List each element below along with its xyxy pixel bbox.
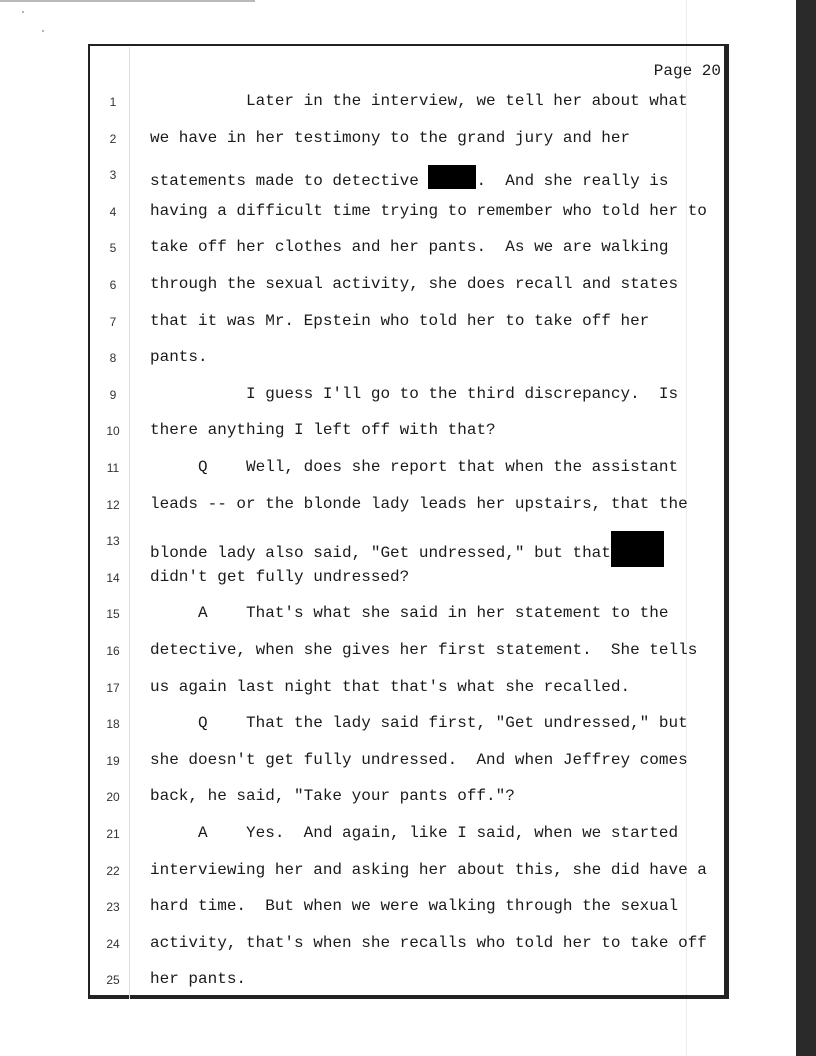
line-number: 18 bbox=[106, 717, 120, 732]
line-number: 20 bbox=[106, 790, 120, 805]
transcript-line bbox=[150, 238, 668, 256]
line-number: 13 bbox=[106, 534, 120, 549]
line-number: 24 bbox=[106, 936, 120, 951]
line-text-segment: us again last night that that's what she recalled. bbox=[150, 677, 631, 696]
line-text-segment: hard time. But when we were walking through the sexual bbox=[150, 897, 679, 916]
line-text-segment: Q That the lady said first, "Get undressed," but bbox=[150, 714, 688, 733]
line-text-segment: interviewing her and asking her about this, she did have a bbox=[150, 860, 707, 879]
transcript-line bbox=[150, 531, 664, 567]
line-number: 5 bbox=[109, 241, 117, 256]
transcript-line bbox=[150, 92, 688, 110]
line-text-segment: Later in the interview, we tell her about what bbox=[150, 92, 688, 110]
line-number: 19 bbox=[106, 753, 120, 768]
transcript-line bbox=[150, 751, 688, 769]
line-text-segment: . And she really is bbox=[476, 172, 669, 191]
line-text-segment: take off her clothes and her pants. As we are walking bbox=[150, 238, 669, 257]
transcript-line bbox=[150, 970, 246, 988]
line-text-segment: didn't get fully undressed? bbox=[150, 567, 410, 586]
line-text-segment: activity, that's when she recalls who told her to take off bbox=[150, 933, 707, 952]
margin-rule bbox=[129, 47, 130, 999]
transcript-line bbox=[150, 348, 208, 366]
transcript-line bbox=[150, 678, 630, 696]
scan-border-bar bbox=[796, 0, 816, 1056]
line-text-segment: she doesn't get fully undressed. And when Jeffrey comes bbox=[150, 750, 688, 769]
line-text-segment: I guess I'll go to the third discrepancy. Is bbox=[150, 384, 679, 403]
line-number: 15 bbox=[106, 607, 120, 622]
transcript-line bbox=[150, 129, 630, 147]
line-number: 23 bbox=[106, 900, 120, 915]
line-number: 9 bbox=[109, 387, 117, 402]
transcript-line bbox=[150, 934, 707, 952]
transcript-line bbox=[150, 568, 409, 586]
transcript-line bbox=[150, 458, 678, 476]
transcript-line bbox=[150, 714, 688, 732]
transcript-line bbox=[150, 312, 649, 330]
line-number: 6 bbox=[109, 278, 117, 292]
transcript-line bbox=[150, 861, 707, 879]
line-number: 3 bbox=[109, 168, 117, 183]
line-text-segment: pants. bbox=[150, 348, 208, 367]
line-text-segment: back, he said, "Take your pants off."? bbox=[150, 787, 515, 806]
line-number: 7 bbox=[109, 314, 117, 329]
transcript-line bbox=[150, 202, 707, 220]
transcript-line bbox=[150, 385, 678, 403]
line-text-segment: A That's what she said in her statement to the bbox=[150, 604, 669, 623]
transcript-line bbox=[150, 165, 668, 190]
line-number: 22 bbox=[106, 863, 120, 878]
line-number: 12 bbox=[106, 497, 120, 512]
line-number: 21 bbox=[106, 827, 120, 841]
line-text-segment: having a difficult time trying to remember who told her to bbox=[150, 201, 707, 220]
line-text-segment: statements made to detective bbox=[150, 172, 429, 191]
line-text-segment: Q Well, does she report that when the assistant bbox=[150, 458, 679, 476]
line-number: 11 bbox=[106, 461, 120, 475]
line-number: 25 bbox=[106, 973, 120, 988]
transcript-line bbox=[150, 824, 678, 842]
line-text-segment: A Yes. And again, like I said, when we started bbox=[150, 824, 679, 842]
line-number: 2 bbox=[109, 131, 117, 146]
scan-speck bbox=[22, 11, 24, 13]
transcript-line bbox=[150, 604, 668, 622]
line-number: 4 bbox=[109, 204, 117, 219]
line-text-segment: leads -- or the blonde lady leads her upstairs, that the bbox=[150, 494, 688, 513]
transcript-line bbox=[150, 495, 688, 513]
line-text-segment: detective, when she gives her first statement. She tells bbox=[150, 641, 698, 659]
line-number: 8 bbox=[109, 351, 117, 366]
line-number: 14 bbox=[106, 570, 120, 585]
line-text-segment: we have in her testimony to the grand jury and her bbox=[150, 128, 631, 147]
redaction-block bbox=[611, 531, 664, 567]
transcript-line bbox=[150, 275, 678, 293]
line-text-segment: blonde lady also said, "Get undressed," but that bbox=[150, 544, 611, 563]
redaction-block bbox=[428, 165, 476, 189]
transcript-line bbox=[150, 897, 678, 915]
line-number: 1 bbox=[109, 95, 117, 109]
line-number: 16 bbox=[106, 644, 120, 658]
line-text-segment: through the sexual activity, she does recall and states bbox=[150, 275, 679, 293]
scan-edge-line bbox=[0, 0, 255, 2]
line-text-segment: that it was Mr. Epstein who told her to take off her bbox=[150, 311, 650, 330]
transcript-line bbox=[150, 421, 496, 439]
line-number: 17 bbox=[106, 680, 120, 695]
line-text-segment: there anything I left off with that? bbox=[150, 421, 496, 440]
page-number: Page 20 bbox=[653, 62, 721, 80]
line-number: 10 bbox=[106, 424, 120, 439]
scan-speck bbox=[42, 30, 44, 32]
transcript-line bbox=[150, 787, 515, 805]
line-text-segment: her pants. bbox=[150, 970, 247, 989]
transcript-line bbox=[150, 641, 697, 659]
